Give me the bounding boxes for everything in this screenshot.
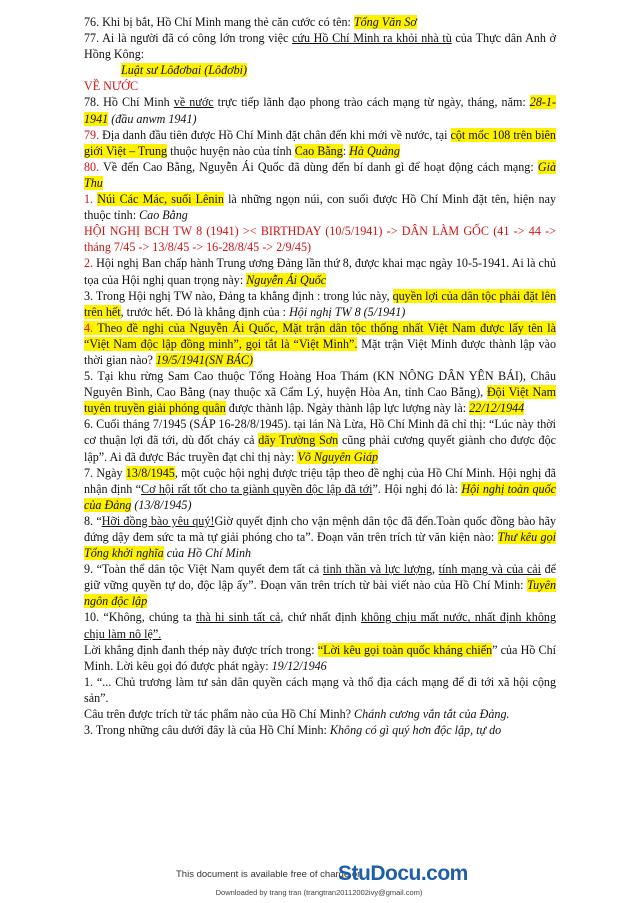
highlight-text: Núi Các Mác, suối Lênin: [97, 192, 224, 207]
underlined-text: Cơ hội rất tốt cho ta giành quyền độc lập đã tới: [141, 481, 373, 496]
text: 3. Trong Hội nghị TW nào, Đảng ta khẳng định : trong lúc này,: [84, 288, 393, 303]
number: 79.: [84, 127, 100, 142]
studocu-logo[interactable]: [338, 862, 468, 886]
line-2: [84, 255, 556, 287]
line-80: [84, 159, 556, 191]
answer: Chánh cương vắn tắt của Đảng.: [354, 707, 510, 722]
logo-text: StuDocu: [338, 862, 421, 885]
text: Mặt trận Việt Minh được thành lập vào thời gian nào?: [84, 336, 556, 367]
highlight-text: dãy Trường Sơn: [258, 433, 339, 448]
text: (13/8/1945): [131, 497, 192, 512]
highlight-answer: Thư kêu gọi Tổng khởi nghĩa: [84, 530, 557, 561]
download-notice: Downloaded by trang tran (trangtran20112002ivy@gmail.com): [215, 888, 423, 897]
line-4: [84, 320, 556, 368]
section-heading-hoi-nghi: HỘI NGHỊ BCH TW 8 (1941) >< BIRTHDAY (10/5/1941) -> DÂN LÀM GỐC (41 -> 44 -> tháng 7/45 -> 13/8/45 -> 16-28/8/45 -> 2/9/45): [84, 224, 556, 255]
availability-notice: This document is available free of charge on: [176, 869, 363, 880]
text: ” của Hồ Chí Minh. Lời kêu gọi đó được phát ngày:: [84, 642, 556, 673]
text: để giữ vững quyền tự do, độc lập ấy”. Đoạn văn trên trích từ bài viết nào của Hồ Chí Minh:: [84, 562, 557, 593]
highlight-answer: Võ Nguyên Giáp: [297, 449, 379, 464]
underlined-text: Hỡi đồng bào yêu quý!: [101, 513, 215, 528]
number: 4.: [84, 320, 94, 335]
line-8: [84, 513, 556, 561]
text: ,: [432, 562, 439, 577]
line-1b: 1. “... Chủ trương làm tư sản dân quyền cách mạng và thổ địa cách mạng để đi tới xã hội cộng sản”.: [84, 674, 556, 705]
highlight-answer: Già Thu: [84, 159, 556, 190]
text: Địa danh đầu tiên được Hồ Chí Minh đặt chân đến khi mới về nước, tại: [99, 127, 451, 142]
section-heading-ve-nuoc: VỀ NƯỚC: [84, 79, 139, 94]
document-body: [84, 14, 556, 738]
line-9: [84, 561, 556, 609]
text: thuộc huyện nào của tỉnh: [167, 143, 295, 158]
text: 9. “Toàn thể dân tộc Việt Nam quyết đem tất cả: [84, 562, 323, 577]
highlight-answer: Hội nghị toàn quốc của Đảng: [84, 481, 556, 512]
line-10: [84, 609, 556, 641]
text: của Hồ Chí Minh: [163, 546, 252, 561]
underlined-text: tính mạng và của cải: [438, 562, 541, 577]
logo-suffix: .com: [420, 862, 468, 885]
text: trực tiếp lãnh đạo phong trào cách mạng từ ngày, tháng, năm:: [213, 95, 530, 110]
line-5: [84, 368, 556, 416]
text: được thành lập. Ngày thành lập lực lượng này là:: [225, 401, 470, 416]
text: 77. Ai là người đã có công lớn trong việc: [84, 31, 293, 46]
line-77: [84, 30, 556, 62]
highlight-answer: Luật sư Lôđơbai (Lôđơbi): [121, 63, 248, 78]
text: , trước hết. Đó là khẳng định của :: [120, 304, 290, 319]
text: 6. Cuối tháng 7/1945 (SÁP 16-28/8/1945). tại lán Nà Lừa, Hồ Chí Minh đã chỉ thị: “Lúc này thời cơ thuận lợi đã tới, dù đốt cháy cả: [84, 417, 556, 448]
answer-77: [84, 62, 556, 78]
line-3: [84, 288, 556, 320]
highlight-text: Đội Việt Nam tuyên truyền giải phóng quân: [84, 385, 556, 416]
underlined-text: về nước: [173, 95, 214, 110]
highlight-text: 13/8/1945: [125, 465, 175, 480]
underlined-text: thà hi sinh tất cả: [195, 610, 281, 625]
text: Lời khẳng định đanh thép này được trích trong:: [84, 642, 318, 657]
highlight-answer: Tuyên ngôn độc lập: [84, 578, 556, 609]
text: là những ngọn núi, con suối được Hồ Chí Minh đặt tên, hiện nay thuộc tỉnh:: [84, 192, 556, 223]
text: 10. “Không, chúng ta: [84, 610, 196, 625]
underlined-text: không chịu mất nước, nhất định không chịu làm nô lệ”.: [84, 610, 556, 641]
text: 7. Ngày: [84, 465, 126, 480]
text: ”. Hội nghị đó là:: [372, 481, 462, 496]
underlined-text: cứu Hồ Chí Minh ra khỏi nhà tù: [292, 31, 452, 46]
number: 80.: [84, 159, 100, 174]
number: 2.: [84, 256, 94, 271]
highlight-text: Theo đề nghị của Nguyễn Ái Quốc,: [93, 320, 283, 335]
line-3b: [84, 722, 556, 738]
line-79: [84, 127, 556, 159]
text: Hội nghị Ban chấp hành Trung ương Đảng lần thứ 8, được khai mạc ngày 10-5-1941. Ai là chủ tọa của Hội nghị quan trọng này:: [84, 256, 556, 287]
highlight-text: Cao Bằng: [294, 143, 343, 158]
line-10-answer: [84, 642, 556, 674]
highlight-text: “Lời kêu gọi toàn quốc kháng chiến: [317, 642, 493, 657]
line-6: [84, 416, 556, 464]
highlight-answer: 28-1-1941: [84, 95, 556, 126]
answer: 19/12/1946: [271, 658, 327, 673]
underlined-text: tinh thần và lực lượng: [322, 562, 433, 577]
highlight-answer: Hà Quảng: [349, 143, 400, 158]
line-1a: [84, 191, 556, 223]
line-1b-answer: [84, 706, 556, 722]
number: 1.: [84, 192, 94, 207]
text: 3. Trong những câu dưới đây là của Hồ Chí Minh:: [84, 723, 330, 738]
text: 76. Khi bị bắt, Hồ Chí Minh mang thẻ căn cước có tên:: [84, 15, 354, 29]
studocu-footer: [0, 858, 638, 903]
highlight-text: quyền lợi của dân tộc phải đặt lên trên hết: [84, 288, 556, 319]
line-78: [84, 94, 556, 126]
text: 5. Tại khu rừng Sam Cao thuộc Tổng Hoàng Hoa Thám (KN NÔNG DÂN YÊN BÁI), Châu Nguyên Bình, Cao Bằng (nay thuộc xã Cẩm Lý, huyện Hòa An, tỉnh Cao Bằng),: [84, 369, 556, 400]
line-7: [84, 465, 556, 513]
text: :: [342, 143, 350, 158]
highlight-answer: Tống Văn Sơ: [353, 15, 417, 29]
highlight-text: Mặt trận dân tộc thống nhất Việt Nam được lấy tên là “Việt Nam độc lập đồng minh”, gọi tắt là “Việt Minh”.: [84, 320, 556, 351]
text: Giờ quyết định cho vận mệnh dân tộc đã đến.Toàn quốc đồng bào hãy đứng dậy đem sức ta mà tự giải phóng cho ta”. Đoạn văn trên trích từ văn kiện nào:: [84, 513, 556, 544]
highlight-answer: Nguyễn Ái Quốc: [246, 272, 327, 287]
text: Về đến Cao Bằng, Nguyễn Ái Quốc đã dùng đến bí danh gì để hoạt động cách mạng:: [99, 159, 538, 174]
text: 78. Hồ Chí Minh: [84, 95, 174, 110]
text: cũng phải cương quyết giành cho được độc lập”. Ai đã được Bác truyền đạt chỉ thị này:: [84, 433, 556, 464]
text: , chứ nhất định: [280, 610, 361, 625]
highlight-answer: 22/12/1944: [469, 401, 525, 416]
text: , một cuộc hội nghị được triệu tập theo đề nghị của Hồ Chí Minh. Hội nghị đã nhận định “: [84, 465, 556, 496]
highlight-answer: 19/5/1941(SN BÁC): [155, 352, 253, 367]
text: của Thực dân Anh ở Hồng Kông:: [84, 31, 556, 62]
answer: Hội nghị TW 8 (5/1941): [289, 304, 406, 319]
answer: Cao Bằng: [139, 208, 188, 223]
text: 8. “: [84, 513, 102, 528]
text: Câu trên được trích từ tác phẩm nào của Hồ Chí Minh?: [84, 707, 355, 722]
highlight-text: cột mốc 108 trên biên giới Việt – Trung: [84, 127, 556, 158]
text: (đầu anwm 1941): [108, 111, 197, 126]
line-76: [84, 14, 556, 30]
answer: Không có gì quý hơn độc lập, tự do: [329, 723, 502, 738]
